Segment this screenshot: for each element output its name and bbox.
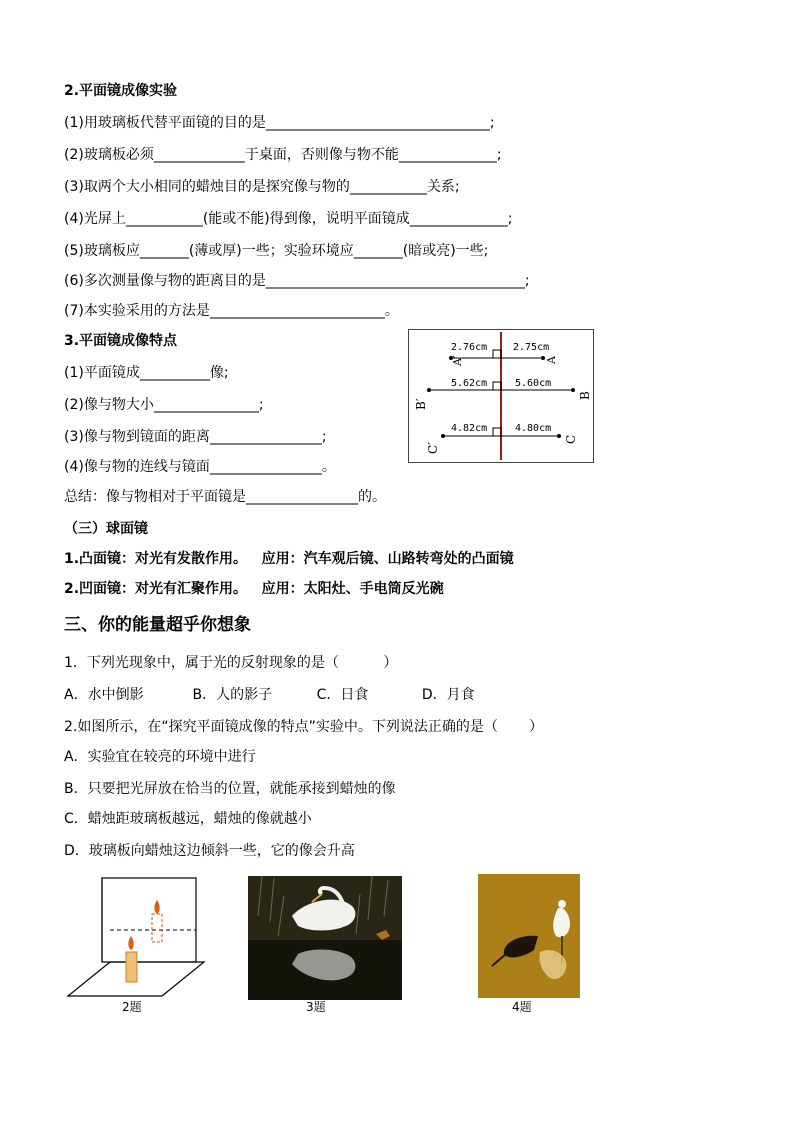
label-a-image: A′ (451, 355, 464, 366)
caption-figure-3: 3题 (306, 1000, 326, 1014)
part3-heading: 三、你的能量超乎你想象 (64, 615, 251, 635)
section2-line-7: (7)本实验采用的方法是_________________________。 (64, 303, 399, 319)
candle-flame-image (154, 900, 159, 914)
right-angle-mark (493, 350, 501, 358)
candle-image (152, 914, 162, 942)
point-b-image (427, 388, 431, 392)
q2-option-a: A．实验宜在较亮的环境中进行 (64, 749, 256, 765)
sphere-line-2: 2.凹面镜：对光有汇聚作用。 应用：太阳灶、手电筒反光碗 (64, 581, 444, 597)
point-c (557, 434, 561, 438)
candle (126, 952, 137, 982)
section3-title: 3.平面镜成像特点 (64, 333, 178, 349)
label-c-image: C′ (426, 442, 440, 454)
section2-title: 2.平面镜成像实验 (64, 83, 178, 99)
section3-line-3: (3)像与物到镜面的距离________________; (64, 429, 327, 445)
label-b: B (578, 391, 592, 400)
section2-line-4: (4)光屏上___________(能或不能)得到像，说明平面镜成______________; (64, 211, 513, 227)
section2-line-6: (6)多次测量像与物的距离目的是_____________________________________; (64, 273, 530, 289)
section3-line-2: (2)像与物大小_______________; (64, 397, 264, 413)
q2-stem: 2.如图所示，在“探究平面镜成像的特点”实验中。下列说法正确的是（ ） (64, 719, 544, 735)
section3-line-1: (1)平面镜成__________像; (64, 365, 229, 381)
dist-c-image: 4.82cm (451, 423, 488, 434)
caption-figure-4: 4题 (512, 1000, 532, 1014)
dist-a: 2.75cm (513, 342, 550, 353)
dist-a-image: 2.76cm (451, 342, 488, 353)
dist-b: 5.60cm (515, 378, 552, 389)
q2-option-b: B．只要把光屏放在恰当的位置，就能承接到蜡烛的像 (64, 781, 396, 797)
section2-line-5: (5)玻璃板应_______(薄或厚)一些；实验环境应_______(暗或亮)一些; (64, 243, 489, 259)
section2-line-3: (3)取两个大小相同的蜡烛目的是探究像与物的___________关系; (64, 179, 460, 195)
dist-b-image: 5.62cm (451, 378, 488, 389)
sphere-title: （三）球面镜 (64, 521, 148, 537)
figure-4-heron-photo (478, 874, 580, 998)
label-c: C (564, 434, 578, 444)
label-b-image: B′ (414, 398, 428, 410)
figure-2-candle-diagram (66, 876, 206, 1000)
point-c-image (441, 434, 445, 438)
section3-summary: 总结：像与物相对于平面镜是________________的。 (64, 489, 386, 505)
caption-figure-2: 2题 (122, 1000, 142, 1014)
dist-c: 4.80cm (515, 423, 552, 434)
section2-line-1: (1)用玻璃板代替平面镜的目的是________________________________; (64, 115, 495, 131)
q2-option-d: D．玻璃板向蜡烛这边倾斜一些，它的像会升高 (64, 843, 355, 859)
q1-options: A．水中倒影 B．人的影子 C．日食 D．月食 (64, 687, 475, 703)
point-b (571, 388, 575, 392)
section3-line-4: (4)像与物的连线与镜面________________。 (64, 459, 336, 475)
q2-option-c: C．蜡烛距玻璃板越远，蜡烛的像就越小 (64, 811, 312, 827)
section2-line-2: (2)玻璃板必须_____________于桌面，否则像与物不能______________; (64, 147, 502, 163)
figure-3-egret-photo (248, 876, 402, 1000)
candle-flame (128, 936, 133, 950)
sphere-line-1: 1.凸面镜：对光有发散作用。 应用：汽车观后镜、山路转弯处的凸面镜 (64, 551, 514, 567)
q1-stem: 1．下列光现象中，属于光的反射现象的是（ ） (64, 655, 398, 671)
mirror-figure-svg (409, 330, 593, 462)
label-a: A (545, 356, 558, 364)
mirror-measurement-figure (408, 329, 594, 463)
